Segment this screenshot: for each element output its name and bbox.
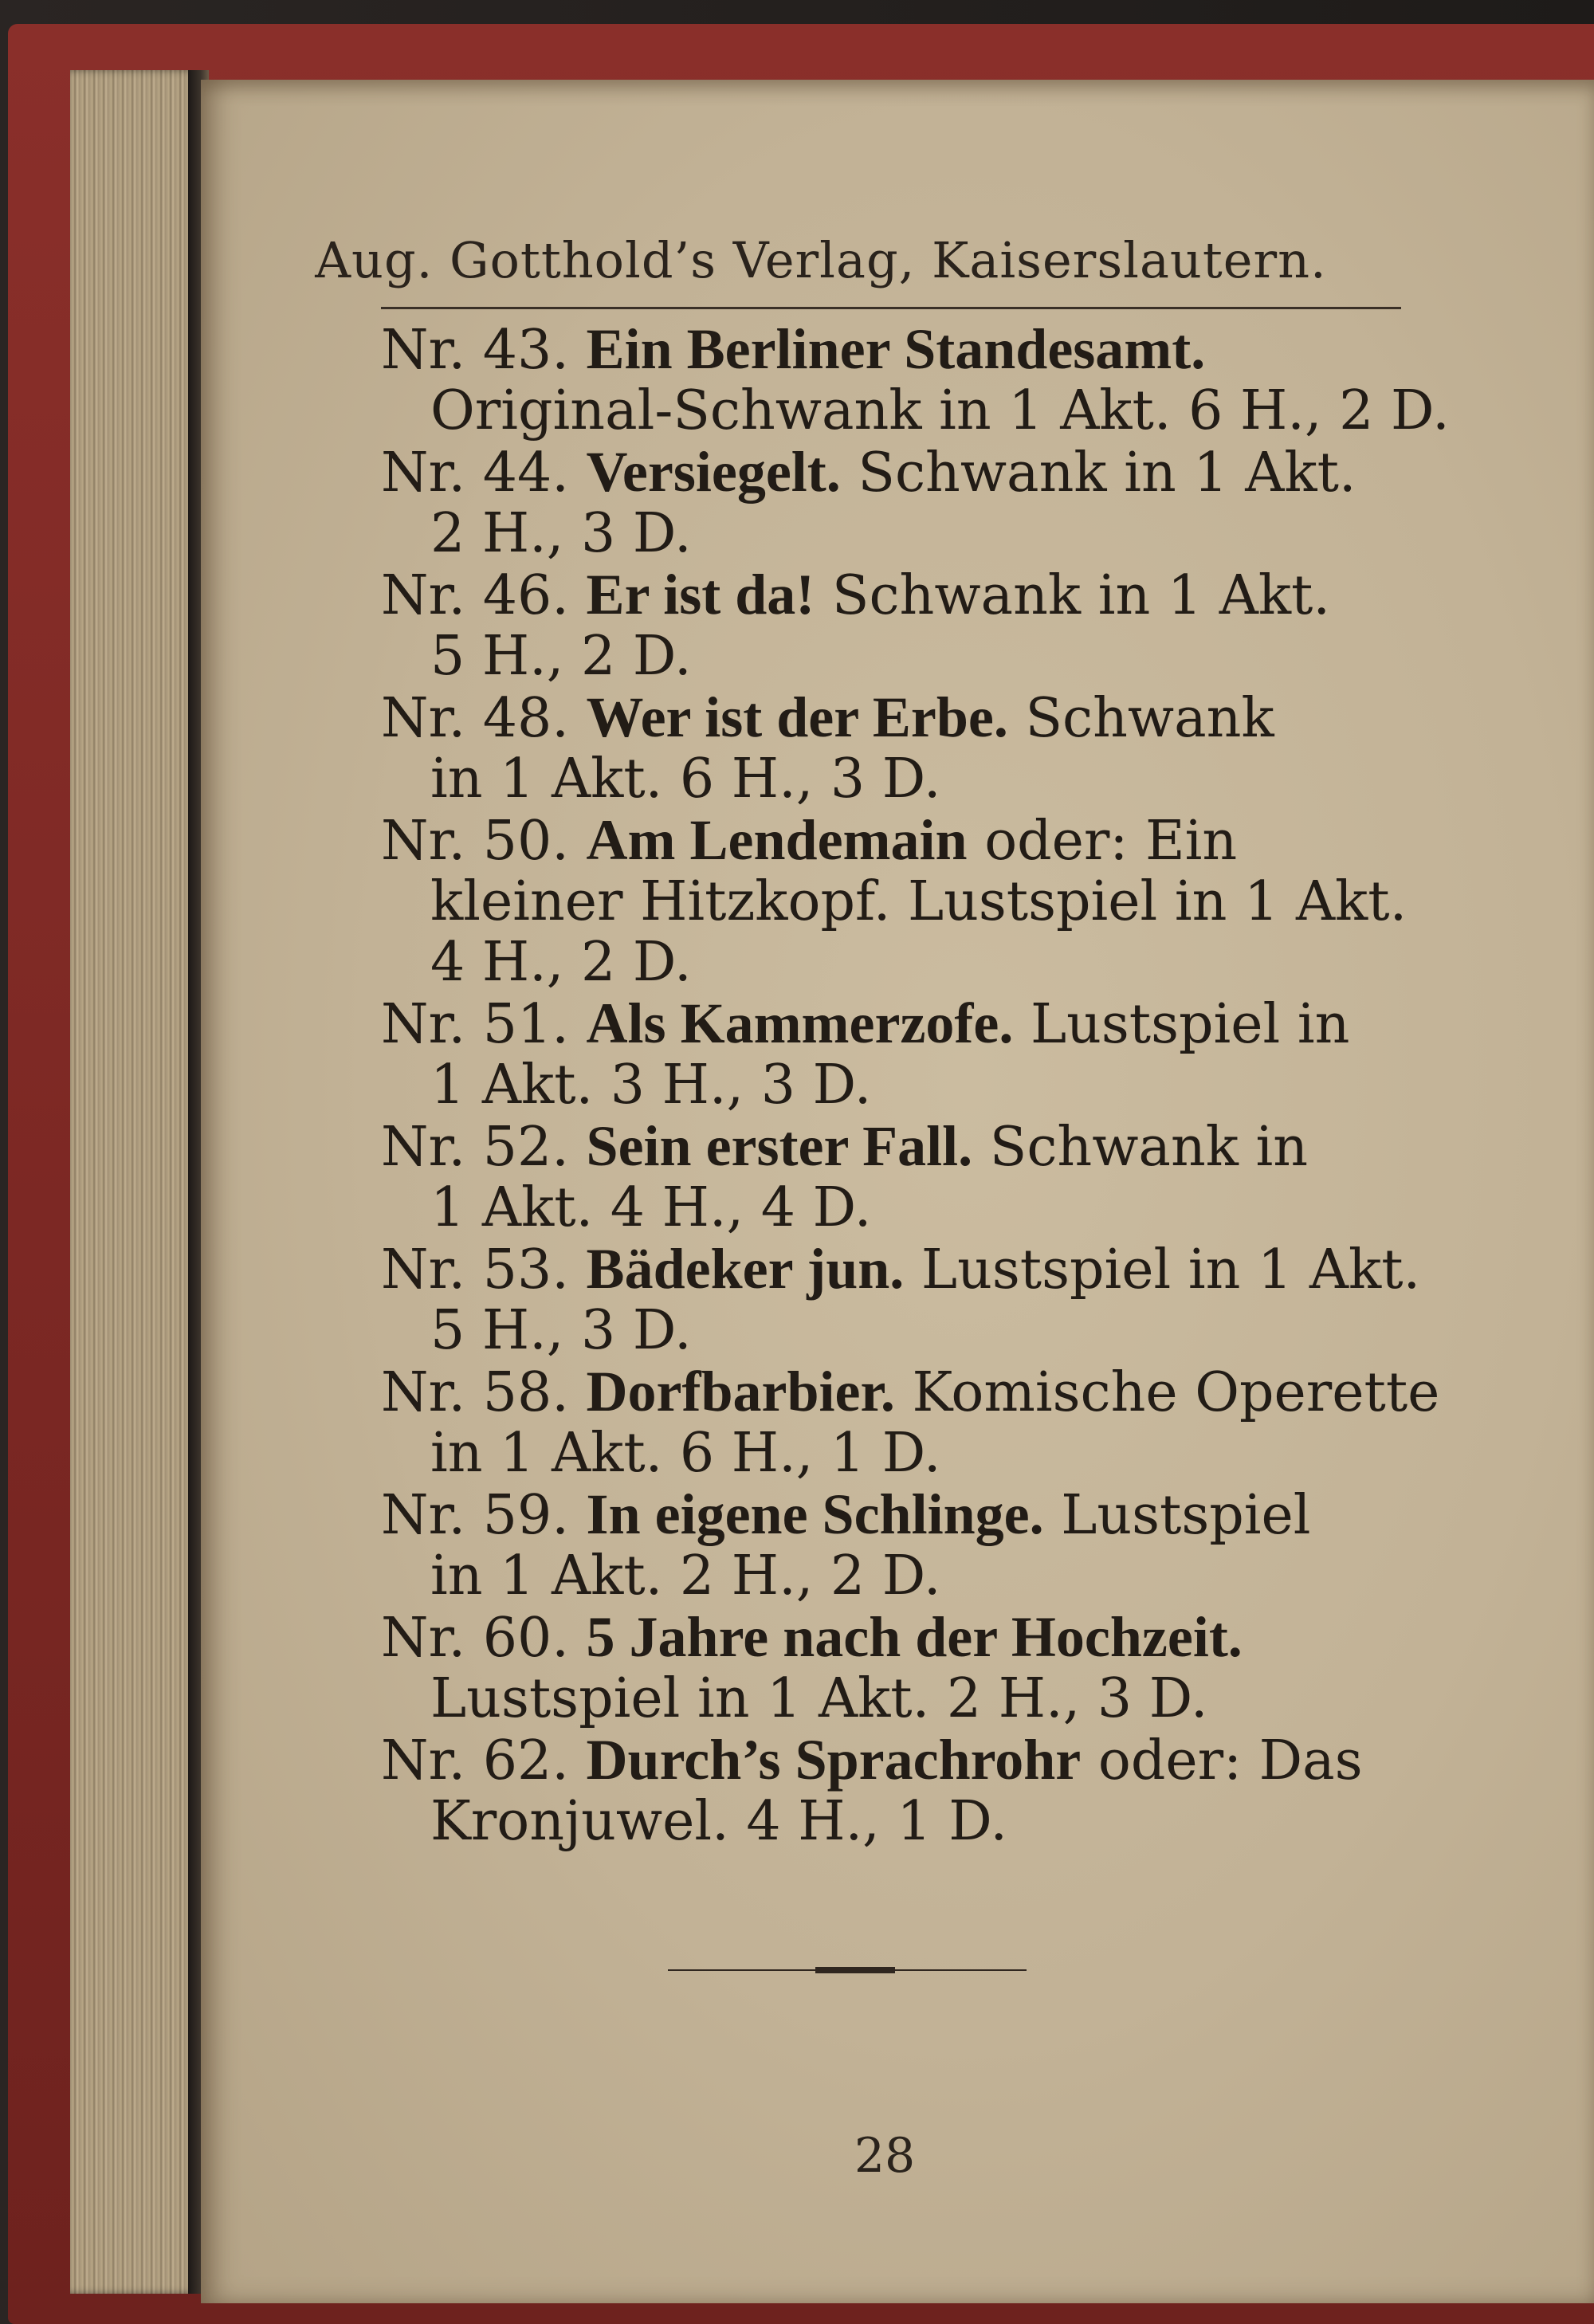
entry-genre: Lustspiel in xyxy=(1030,993,1350,1056)
entry-genre: oder: Ein xyxy=(984,810,1238,873)
catalog-entry xyxy=(381,1607,1401,1729)
entry-number: Nr. 58. xyxy=(381,1361,569,1424)
entry-title: Er ist da! xyxy=(586,563,815,626)
entry-details: 1 Akt. 4 H., 4 D. xyxy=(430,1176,872,1239)
entry-number: Nr. 46. xyxy=(381,564,569,627)
entry-details: in 1 Akt. 6 H., 1 D. xyxy=(430,1422,941,1485)
entry-number: Nr. 62. xyxy=(381,1729,569,1792)
running-head: Aug. Gotthold’s Verlag, Kaiserslautern. xyxy=(315,231,1327,289)
catalog-entry xyxy=(381,1116,1401,1239)
catalog-entry xyxy=(381,317,1450,442)
entry-details: 2 H., 3 D. xyxy=(430,502,692,565)
entry-details: Lustspiel in 1 Akt. 2 H., 3 D. xyxy=(430,1667,1208,1730)
entry-title: Als Kammerzofe. xyxy=(586,991,1014,1055)
entry-number: Nr. 59. xyxy=(381,1484,569,1547)
entry-details: in 1 Akt. 6 H., 3 D. xyxy=(430,748,941,811)
catalog-entry xyxy=(381,1729,1401,1852)
entry-title: Ein Berliner Standesamt. xyxy=(586,317,1206,381)
entry-title: In eigene Schlinge. xyxy=(586,1482,1044,1546)
entry-title: Dorfbarbier. xyxy=(586,1360,895,1423)
entry-details: kleiner Hitzkopf. Lustspiel in 1 Akt. xyxy=(430,870,1408,933)
entry-cast: 4 H., 2 D. xyxy=(430,931,692,994)
page-edges xyxy=(70,70,198,2294)
entry-genre: Lustspiel in 1 Akt. xyxy=(921,1239,1421,1301)
entry-number: Nr. 50. xyxy=(381,810,569,873)
entry-genre: Schwank in 1 Akt. xyxy=(831,564,1330,627)
entry-genre: Lustspiel xyxy=(1061,1484,1311,1547)
catalog-entry xyxy=(381,564,1401,687)
catalog-entry xyxy=(381,687,1401,810)
entry-title: Versiegelt. xyxy=(586,440,841,504)
entry-genre: Schwank in xyxy=(989,1116,1309,1179)
entry-title: Bädeker jun. xyxy=(586,1237,905,1301)
catalog-entry xyxy=(381,808,1408,994)
entry-details: 1 Akt. 3 H., 3 D. xyxy=(430,1054,872,1117)
catalog-entry xyxy=(381,993,1401,1116)
entry-title: Durch’s Sprachrohr xyxy=(586,1728,1082,1792)
entry-number: Nr. 60. xyxy=(381,1607,569,1670)
entry-title: Sein erster Fall. xyxy=(586,1114,973,1178)
catalog-entry xyxy=(381,1360,1440,1485)
entry-number: Nr. 53. xyxy=(381,1239,569,1301)
ornamental-rule xyxy=(668,1965,1027,1975)
entry-details: Kronjuwel. 4 H., 1 D. xyxy=(430,1790,1007,1853)
entry-number: Nr. 51. xyxy=(381,993,569,1056)
header-rule xyxy=(381,307,1401,309)
entry-title: 5 Jahre nach der Hochzeit. xyxy=(586,1605,1243,1669)
entry-genre: Schwank in 1 Akt. xyxy=(858,442,1356,504)
entry-details: 5 H., 3 D. xyxy=(430,1299,692,1362)
entry-details: in 1 Akt. 2 H., 2 D. xyxy=(430,1545,941,1608)
catalog-entry xyxy=(381,1484,1401,1607)
entry-number: Nr. 44. xyxy=(381,442,569,504)
page-number: 28 xyxy=(854,2128,916,2184)
catalog-entry xyxy=(381,1237,1421,1362)
rule-thick-center xyxy=(815,1967,895,1973)
entry-genre: Komische Operette xyxy=(912,1361,1440,1424)
entry-genre: Schwank xyxy=(1025,687,1274,750)
entry-number: Nr. 48. xyxy=(381,687,569,750)
entry-details: Original-Schwank in 1 Akt. 6 H., 2 D. xyxy=(430,379,1450,442)
entry-title: Wer ist der Erbe. xyxy=(586,685,1008,749)
catalog-entries xyxy=(381,317,1450,1853)
catalog-entry xyxy=(381,442,1401,564)
entry-title: Am Lendemain xyxy=(586,808,968,872)
entry-number: Nr. 43. xyxy=(381,319,569,382)
entry-genre: oder: Das xyxy=(1097,1729,1363,1792)
entry-details: 5 H., 2 D. xyxy=(430,625,692,688)
entry-number: Nr. 52. xyxy=(381,1116,569,1179)
